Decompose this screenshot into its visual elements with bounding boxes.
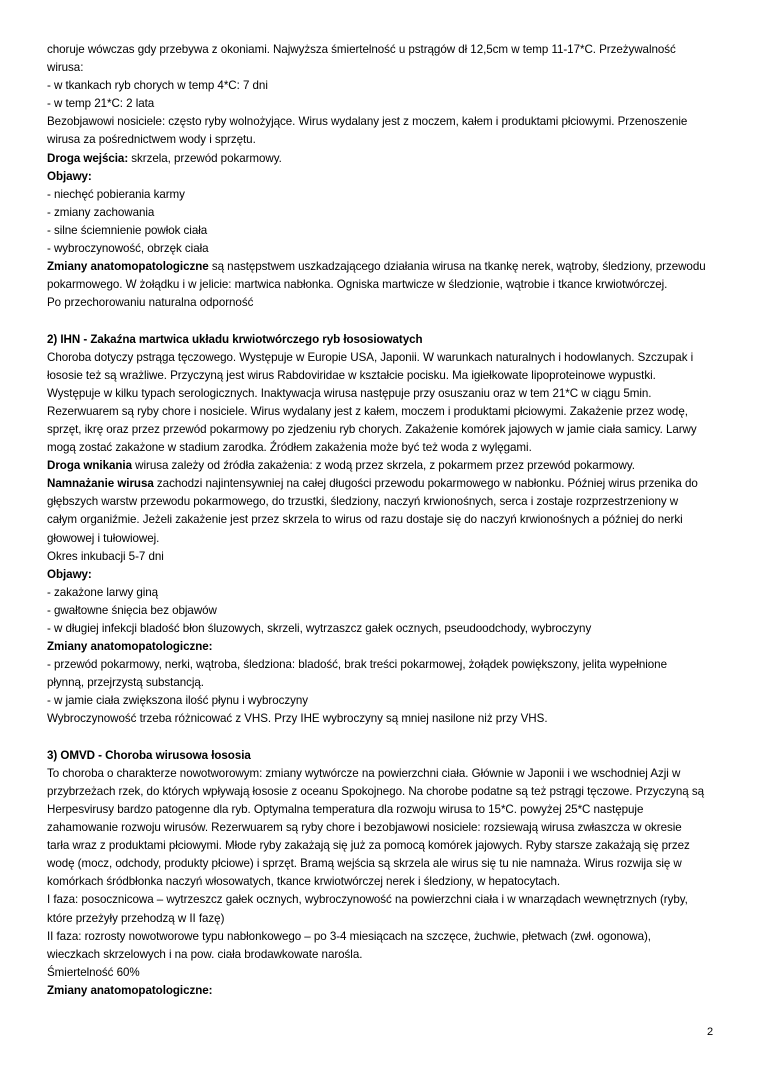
text-line: przybrzeżach rzek, do których wpływają łososie z oceanu Spokojnego. Na chorobe podatne są też pstrągi tęczowe. Przyczyną są — [47, 784, 704, 798]
section-heading: 2) IHN - Zakaźna martwica układu krwiotwórczego ryb łososiowatych — [47, 332, 423, 346]
text-line: komórkach śródbłonka naczyń włosowatych, tkance krwiotwórczej nerek i śledziony, w hepatocytach. — [47, 875, 561, 889]
pathology-label: Zmiany anatomopatologiczne — [47, 260, 209, 274]
text-line: Występuje w kilku typach serologicznych. Inaktywacja wirusa następuje przy osuszaniu oraz w tem 21*C w ciągu 5min. — [47, 386, 652, 400]
symptom-item: - silne ściemnienie powłok ciała — [47, 223, 208, 237]
route-label: Droga wnikania — [47, 459, 132, 473]
text-line: choruje wówczas gdy przebywa z okoniami. Najwyższa śmiertelność u pstrągów dł 12,5cm w temp 11-17*C. Przeżywalność — [47, 43, 676, 56]
text-line: mogą zostać zakażone w stadium zarodka. Źródłem zakażenia może być też woda z wylęgami. — [47, 441, 532, 455]
text-line: wodę (mocz, odchody, produkty płciowe) i sprzęt. Bramą wejścia są skrzela ale wirus się tu nie namnaża. Wirus rozwija się w — [47, 857, 682, 871]
spread-line: Namnażanie wirusa zachodzi najintensywniej na całej długości przewodu pokarmowego w nabłonku. Później wirus przenika do — [47, 477, 698, 491]
text-line: To choroba o charakterze nowotworowym: zmiany wytwórcze na powierzchni ciała. Głównie w Japonii i we wschodniej Azji w — [47, 766, 681, 780]
section-heading: 3) OMVD - Choroba wirusowa łososia — [47, 748, 251, 762]
ihn-section — [47, 331, 723, 729]
symptom-item: - niechęć pobierania karmy — [47, 187, 185, 201]
text-line: zahamowanie rozwoju wirusów. Rezerwuarem są ryby chore i bezobjawowi nosiciele: rozsiewają wirusa zwłaszcza w okresie — [47, 821, 682, 835]
entry-route-line — [47, 150, 723, 168]
text-line: - w temp 21*C: 2 lata — [47, 97, 155, 111]
text-line: łososie też są wrażliwe. Przyczyną jest wirus Rabdoviridae w kształcie pocisku. Ma igiełkowate lipoproteinowe wypustki. — [47, 368, 656, 382]
text-line: Śmiertelność 60% — [47, 965, 140, 979]
text-line: wirusa: — [47, 61, 84, 75]
symptoms-heading: Objawy: — [47, 567, 92, 581]
text-line: Wybroczynowość trzeba różnicować z VHS. Przy IHE wybroczyny są mniej nasilone niż przy VHS. — [47, 712, 548, 726]
text-line: - w tkankach ryb chorych w temp 4*C: 7 dni — [47, 79, 268, 93]
text-line: głowowej i tułowiowej. — [47, 531, 160, 545]
text-line: tarła wraz z produktami płciowymi. Młode ryby zakażają się już za pomocą komórek jajowych. Ryby starsze zakażają się przez — [47, 839, 690, 853]
symptom-item: - wybroczynowość, obrzęk ciała — [47, 242, 209, 256]
entry-route-text: skrzela, przewód pokarmowy. — [128, 151, 282, 165]
pathology-line: Zmiany anatomopatologiczne są następstwem uszkadzającego działania wirusa na tkankę nerek, wątroby, śledziony, przewodu — [47, 260, 706, 274]
symptom-item: - gwałtowne śnięcia bez objawów — [47, 603, 217, 617]
pathology-heading: Zmiany anatomopatologiczne: — [47, 983, 213, 997]
text-line: głębszych warstw przewodu pokarmowego, do trzustki, śledziony, naczyń krwionośnych, serca i zostaje rozprzestrzeniony w — [47, 495, 679, 509]
text-line: II faza: rozrosty nowotworowe typu nabłonkowego – po 3-4 miesiącach na szczęce, żuchwie, płetwach (zwł. ogonowa), — [47, 929, 651, 943]
text-line: całym organiźmie. Jeżeli zakażenie jest przez skrzela to wirus od razu dostaje się do naczyń krwionośnych a później do nerki — [47, 513, 683, 527]
text-line: wirusa za pośrednictwem wody i sprzętu. — [47, 133, 256, 147]
text-line: Okres inkubacji 5-7 dni — [47, 549, 164, 563]
text-line: które przeżyły przehodzą w II fazę) — [47, 911, 225, 925]
document-page — [47, 41, 723, 1000]
pathology-item: - przewód pokarmowy, nerki, wątroba, śledziona: bladość, brak treści pokarmowej, żołądek powiększony, jelita wypełnione — [47, 658, 667, 672]
text-line: Choroba dotyczy pstrąga tęczowego. Występuje w Europie USA, Japonii. W warunkach naturalnych i hodowlanych. Szczupak i — [47, 350, 694, 364]
text-line: pokarmowego. W żołądku i w jelicie: martwica nabłonka. Ogniska martwicze w śledzionie, wątrobie i tkance krwiotwórczej. — [47, 278, 668, 292]
symptom-item: - w długiej infekcji bladość błon śluzowych, skrzeli, wytrzaszcz gałek ocznych, pseudoodchody, wybroczyny — [47, 622, 592, 635]
text-line: I faza: posocznicowa – wytrzeszcz gałek ocznych, wybroczynowość na powierzchni ciała i w wnarządach wewnętrznych (ryby, — [47, 893, 688, 907]
route-line: Droga wnikania wirusa zależy od źródła zakażenia: z wodą przez skrzela, z pokarmem przez przewód pokarmowy. — [47, 459, 635, 473]
text-line: płynną, przejrzystą substancją. — [47, 676, 204, 690]
pathology-item: - w jamie ciała zwiększona ilość płynu i wybroczyny — [47, 694, 308, 708]
symptom-item: - zmiany zachowania — [47, 205, 155, 219]
symptom-item: - zakażone larwy giną — [47, 585, 159, 599]
symptoms-heading: Objawy: — [47, 169, 92, 183]
page-number: 2 — [707, 1026, 714, 1038]
text-line: wieczkach skrzelowych i na pow. ciała brodawkowate narośla. — [47, 947, 363, 961]
text-line: Rezerwuarem są ryby chore i nosiciele. Wirus wydalany jest z kałem, moczem i produktami płciowymi. Zakażenie przez wodę, — [47, 404, 688, 418]
text-line: Po przechorowaniu naturalna odporność — [47, 296, 254, 310]
spread-label: Namnażanie wirusa — [47, 477, 154, 491]
text-line: sprzęt, ikrę oraz przez przewód pokarmowy po zjedzeniu ryb chorych. Zakażenie komórek jajowych w jamie ciała samicy. Larwy — [47, 422, 697, 436]
text-line: Bezobjawowi nosiciele: często ryby wolnożyjące. Wirus wydalany jest z moczem, kałem i produktami płciowymi. Przenoszenie — [47, 115, 688, 129]
vhs-section-continuation — [47, 41, 723, 312]
omvd-section — [47, 747, 723, 1000]
entry-route-label: Droga wejścia: — [47, 151, 129, 165]
pathology-heading: Zmiany anatomopatologiczne: — [47, 640, 213, 654]
text-line: Herpesvirusy bardzo patogenne dla ryb. Optymalna temperatura dla rozwoju wirusa to 15*C. powyżej 25*C następuje — [47, 802, 644, 816]
